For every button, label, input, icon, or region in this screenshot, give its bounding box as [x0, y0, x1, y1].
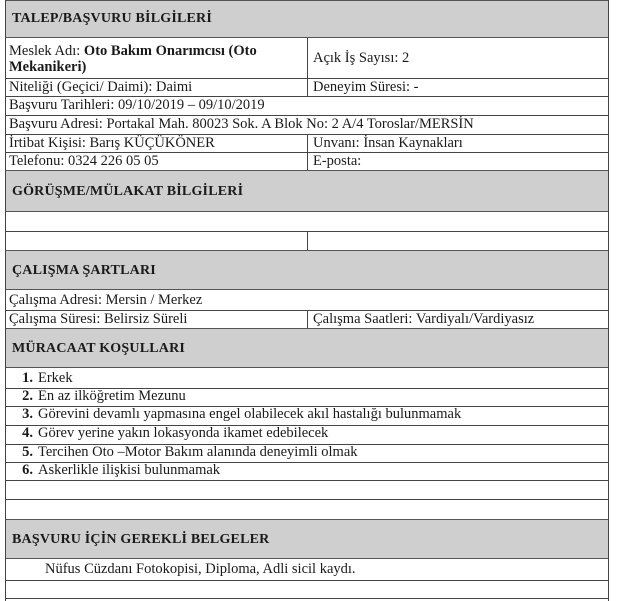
meslek-adi: Meslek Adı: Oto Bakım Onarımcısı (Oto Mekanikeri)	[9, 43, 257, 75]
unvani: Unvanı: İnsan Kaynakları	[313, 135, 463, 151]
basvuru-adresi: Başvuru Adresi: Portakal Mah. 80023 Sok. A Blok No: 2 A/4 Toroslar/MERSİN	[9, 116, 474, 132]
form-document	[5, 0, 609, 601]
calisma-adresi: Çalışma Adresi: Mersin / Merkez	[9, 292, 203, 308]
section-title-gorusme: GÖRÜŞME/MÜLAKAT BİLGİLERİ	[12, 184, 244, 199]
section-header-talep	[5, 0, 609, 38]
section-title-belgeler: BAŞVURU İÇİN GEREKLİ BELGELER	[12, 532, 270, 547]
section-header-muracaat	[5, 328, 609, 368]
irtibat-kisisi: İrtibat Kişisi: Barış KÜÇÜKÖNER	[9, 135, 215, 151]
basvuru-tarihleri: Başvuru Tarihleri: 09/10/2019 – 09/10/2019	[9, 97, 265, 113]
gerekli-belgeler: Nüfus Cüzdanı Fotokopisi, Diploma, Adli sicil kaydı.	[45, 561, 356, 577]
acik-is-sayisi: Açık İş Sayısı: 2	[313, 50, 410, 66]
kosul-item: 4. Görev yerine yakın lokasyonda ikamet edebilecek	[22, 425, 329, 441]
kosul-item: 6. Askerlikle ilişkisi bulunmamak	[22, 462, 221, 478]
section-title-muracaat: MÜRACAAT KOŞULLARI	[12, 341, 186, 356]
section-header-gorusme	[5, 170, 609, 212]
telefonu: Telefonu: 0324 226 05 05	[9, 153, 159, 169]
e-posta: E-posta:	[313, 153, 362, 169]
calisma-suresi: Çalışma Süresi: Belirsiz Süreli	[9, 311, 188, 327]
calisma-saatleri: Çalışma Saatleri: Vardiyalı/Vardiyasız	[313, 311, 535, 327]
kosul-item: 1. Erkek	[22, 370, 73, 386]
kosul-item: 2. En az ilköğretim Mezunu	[22, 388, 186, 404]
niteligi: Niteliği (Geçici/ Daimi): Daimi	[9, 79, 193, 95]
section-header-calisma	[5, 250, 609, 290]
section-title-calisma: ÇALIŞMA ŞARTLARI	[12, 263, 156, 278]
deneyim-suresi: Deneyim Süresi: -	[313, 79, 419, 95]
kosul-item: 5. Tercihen Oto –Motor Bakım alanında deneyimli olmak	[22, 444, 358, 460]
section-title-talep: TALEP/BAŞVURU BİLGİLERİ	[12, 11, 212, 26]
section-header-belgeler	[5, 519, 609, 559]
kosul-item: 3. Görevini devamlı yapmasına engel olabilecek akıl hastalığı bulunmamak	[22, 406, 462, 422]
